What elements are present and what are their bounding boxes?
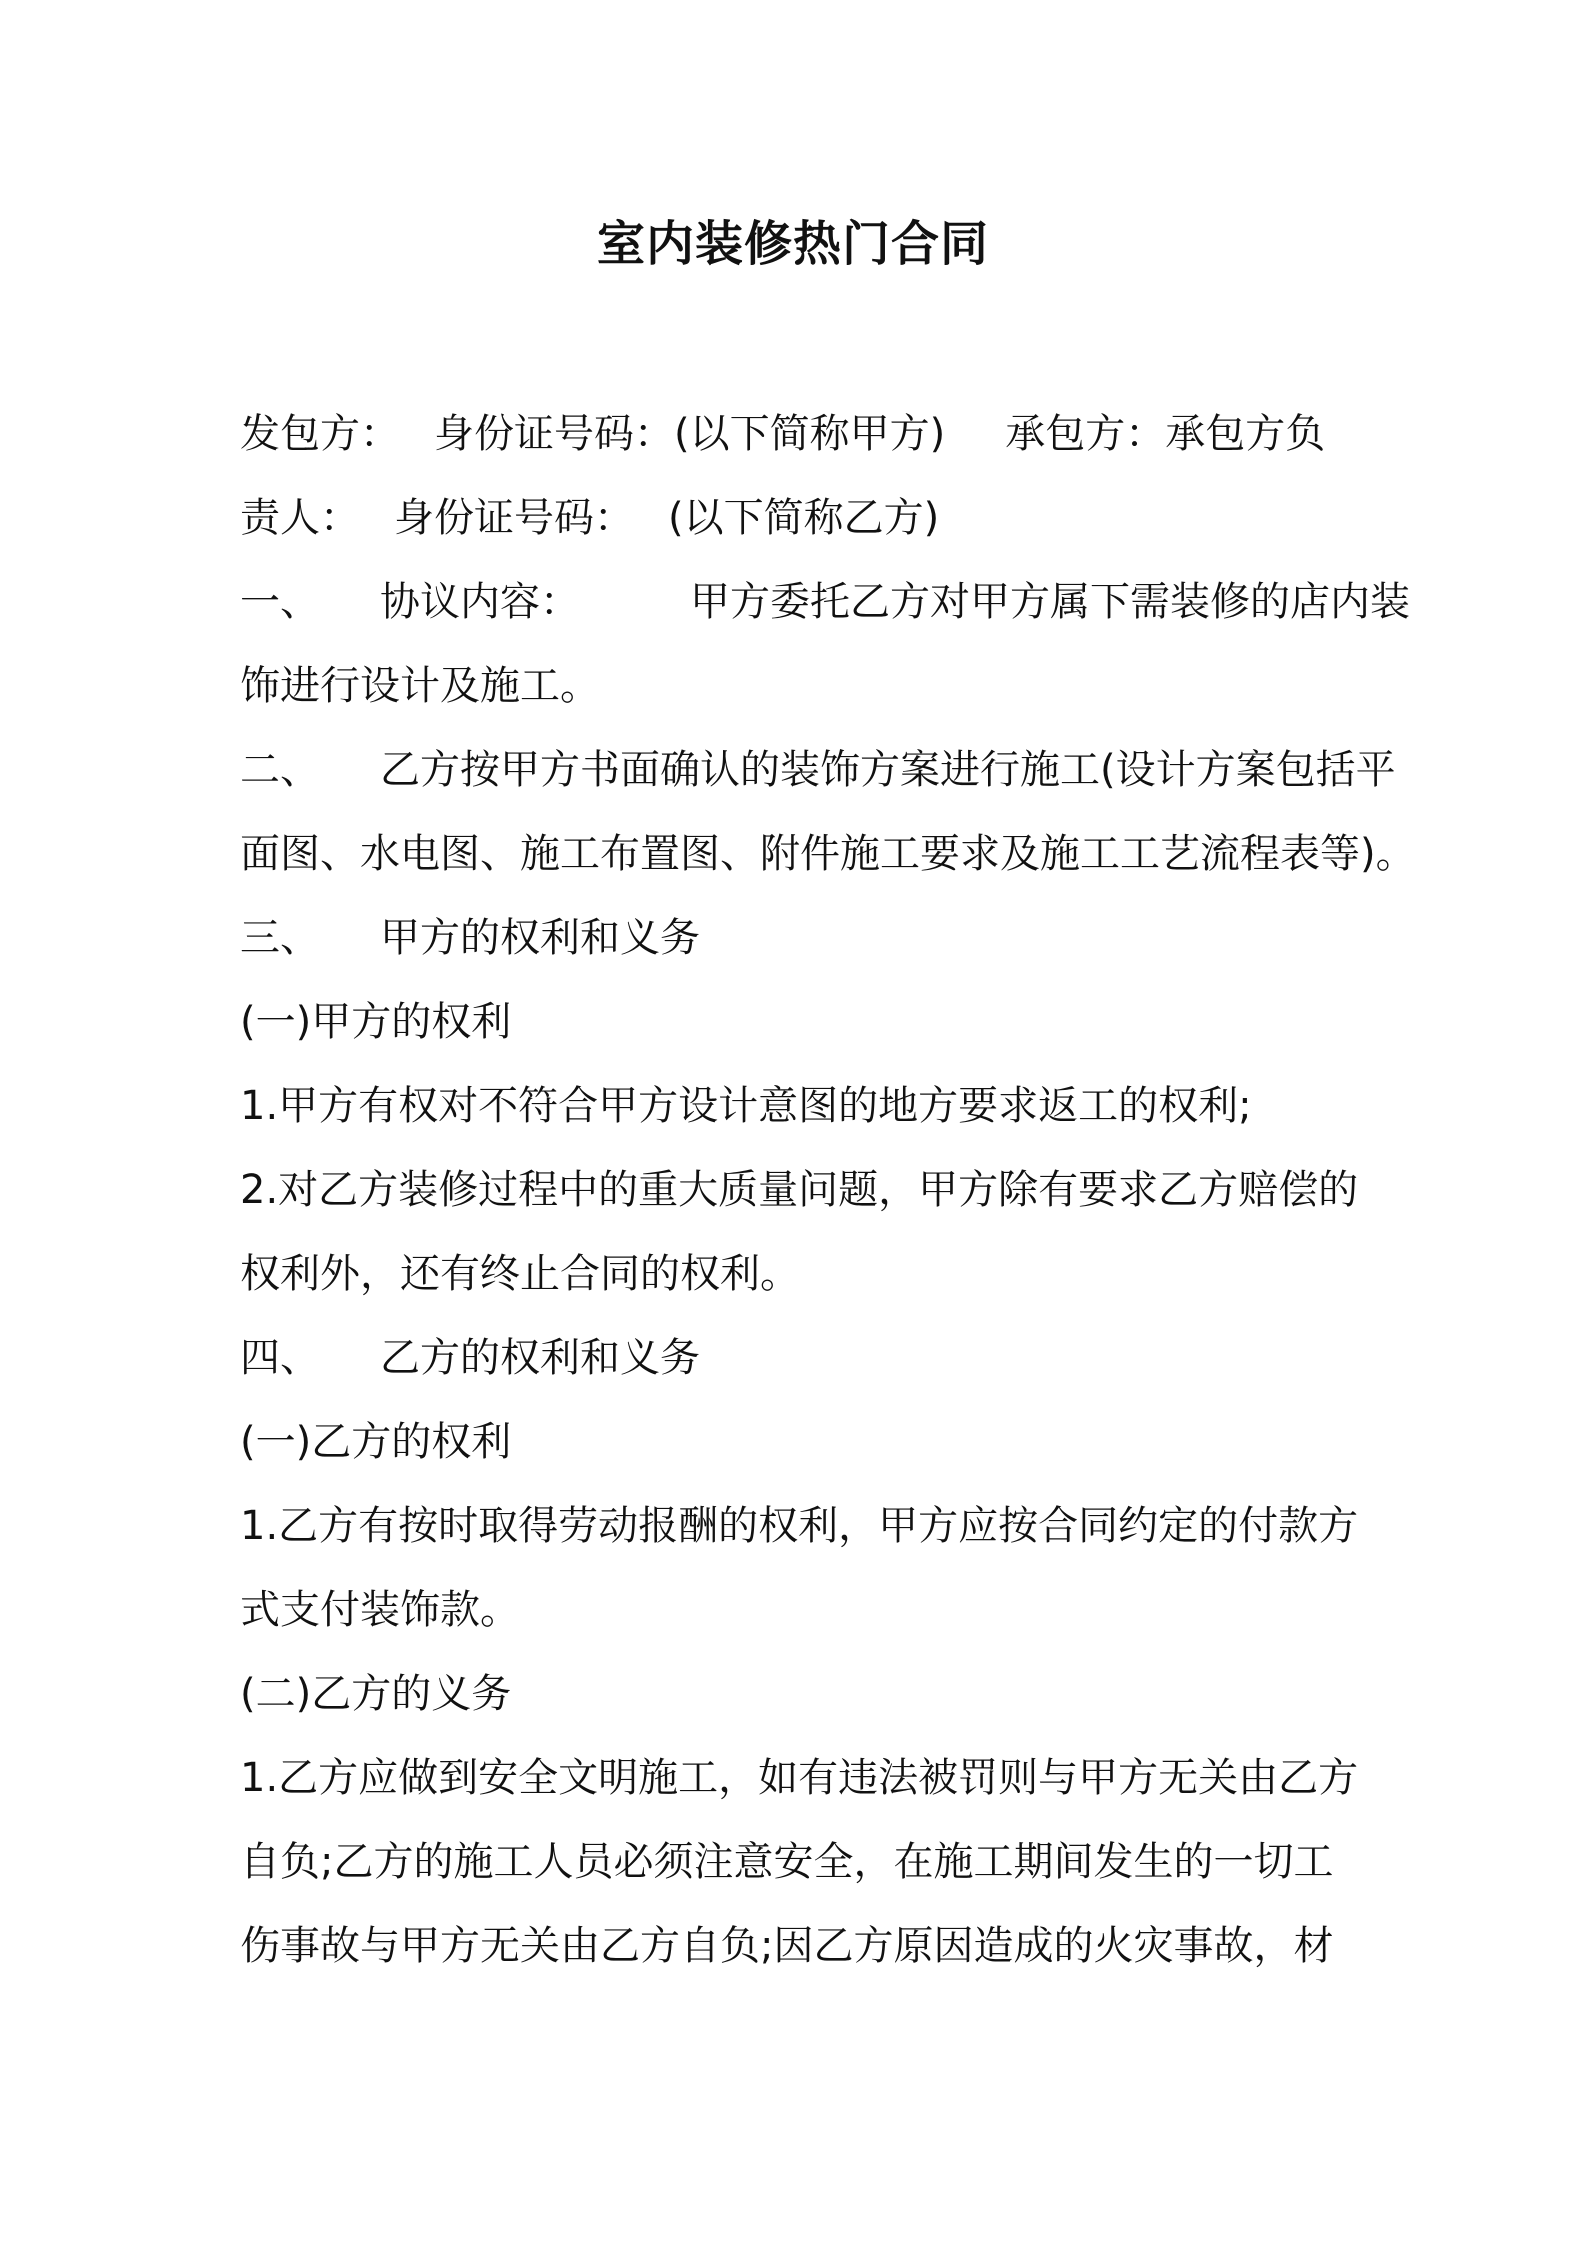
paragraph-line: 饰进行设计及施工。 [240,663,600,709]
responsible-person-label: 责人： [240,495,360,541]
subsection-heading: (二)乙方的义务 [240,1671,512,1717]
section-1-heading [240,574,1410,630]
document-title: 室内装修热门合同 [596,216,989,272]
section-3-heading [240,910,1350,966]
clause-line: 伤事故与甲方无关由乙方自负;因乙方原因造成的火灾事故，材 [240,1923,1334,1969]
clause-line: 权利外，还有终止合同的权利。 [240,1251,800,1297]
clause-line: 1.乙方有按时取得劳动报酬的权利，甲方应按合同约定的付款方 [240,1503,1359,1549]
subsection-heading: (一)甲方的权利 [240,999,512,1045]
section-number: 一、 [240,579,320,625]
section-title: 乙方的权利和义务 [380,1335,700,1381]
clause-line: 1.甲方有权对不符合甲方设计意图的地方要求返工的权利; [240,1083,1252,1129]
party-b-id-label: 身份证号码： [394,495,634,541]
contract-party-line [240,406,1350,462]
subsection-heading: (一)乙方的权利 [240,1419,512,1465]
section-number: 二、 [240,747,320,793]
section-text: 乙方按甲方书面确认的装饰方案进行施工(设计方案包括平 [380,747,1396,793]
section-title: 甲方的权利和义务 [380,915,700,961]
clause-line: 1.乙方应做到安全文明施工，如有违法被罚则与甲方无关由乙方 [240,1755,1359,1801]
party-b-label: 承包方：承包方负 [1005,411,1326,457]
party-a-label: 发包方： [240,411,400,457]
party-a-id-note: 身份证号码：(以下简称甲方) [434,411,946,457]
party-b-abbrev: (以下简称乙方) [668,495,940,541]
section-number: 四、 [240,1335,320,1381]
section-4-heading [240,1330,1350,1386]
section-2-heading [240,742,1396,798]
paragraph-line: 面图、水电图、施工布置图、附件施工要求及施工工艺流程表等)。 [240,831,1416,877]
clause-line: 自负;乙方的施工人员必须注意安全，在施工期间发生的一切工 [240,1839,1334,1885]
section-text: 甲方委托乙方对甲方属下需装修的店内装 [690,579,1410,625]
section-number: 三、 [240,915,320,961]
section-label: 协议内容： [380,579,580,625]
clause-line: 2.对乙方装修过程中的重大质量问题，甲方除有要求乙方赔偿的 [240,1167,1359,1213]
contract-party-line-2 [240,490,1350,546]
clause-line: 式支付装饰款。 [240,1587,520,1633]
